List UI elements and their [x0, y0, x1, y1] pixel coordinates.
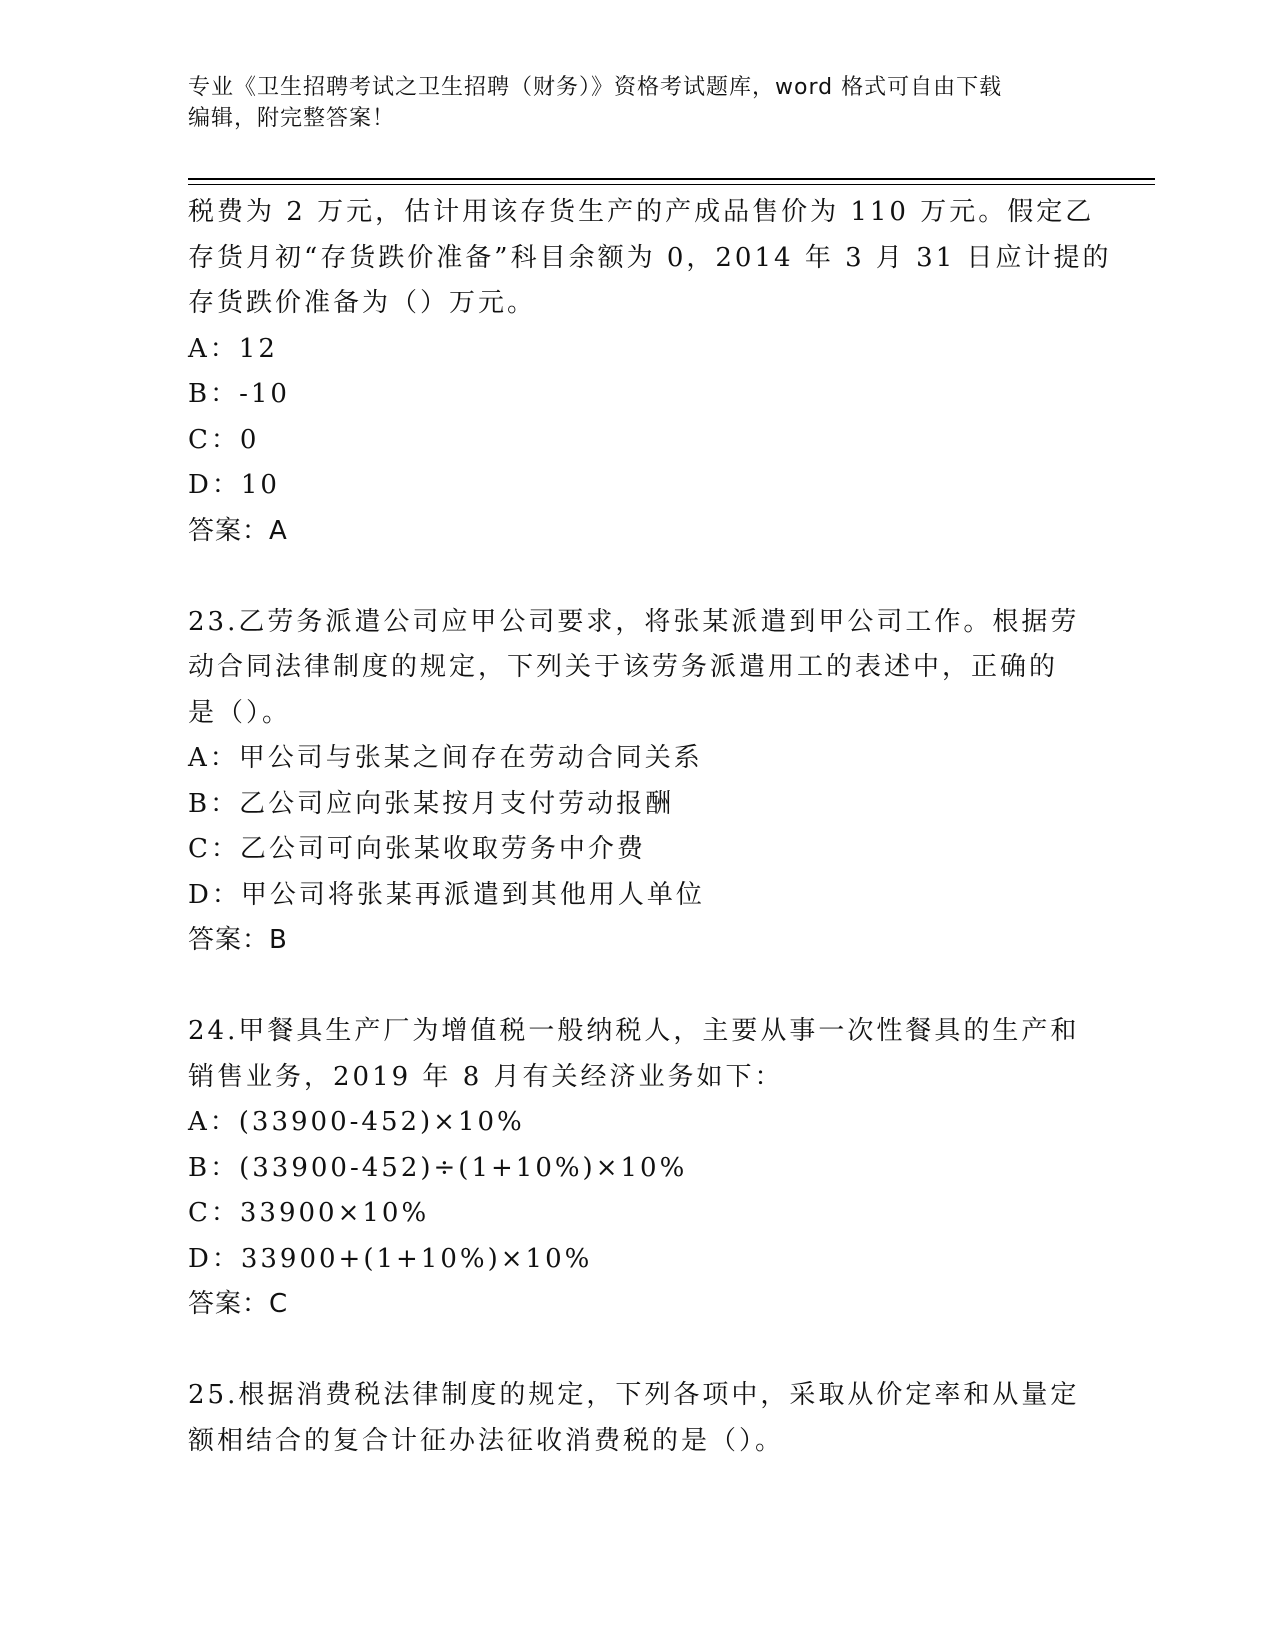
question-text-line: 额相结合的复合计征办法征收消费税的是（）。 [188, 1425, 785, 1456]
question-text-line: 销售业务，2019 年 8 月有关经济业务如下： [188, 1061, 784, 1092]
spacer [188, 554, 1088, 600]
option-a: A：甲公司与张某之间存在劳动合同关系 [188, 743, 703, 773]
option-d: D：甲公司将张某再派遣到其他用人单位 [188, 879, 705, 910]
option-b: B：乙公司应向张某按月支付劳动报酬 [188, 788, 675, 819]
question-text-line: 动合同法律制度的规定，下列关于该劳务派遣用工的表述中，正确的 [188, 652, 1059, 682]
spacer [188, 964, 1088, 1010]
option-c: C：0 [188, 424, 260, 455]
option-b: B：(33900-452)÷(1+10%)×10% [188, 1152, 688, 1183]
question-text-line: 25.根据消费税法律制度的规定，下列各项中，采取从价定率和从量定 [188, 1380, 1080, 1410]
question-25 [188, 1373, 1088, 1464]
question-22-continuation [188, 190, 1112, 554]
question-text-line: 存货跌价准备为（）万元。 [188, 288, 537, 318]
header-divider-thin [188, 184, 1155, 185]
question-text-line: 存货月初“存货跌价准备”科目余额为 0，2014 年 3 月 31 日应计提的 [188, 242, 1112, 273]
answer-label: 答案：A [188, 515, 288, 546]
header-divider-thick [188, 178, 1155, 180]
question-text-line: 24.甲餐具生产厂为增值税一般纳税人，主要从事一次性餐具的生产和 [188, 1016, 1080, 1046]
answer-label: 答案：B [188, 925, 288, 955]
question-text-line: 23.乙劳务派遣公司应甲公司要求，将张某派遣到甲公司工作。根据劳 [188, 606, 1080, 637]
header-line-2: 编辑，附完整答案！ [188, 106, 396, 131]
question-23 [188, 600, 1088, 964]
option-a: A：12 [188, 333, 278, 364]
option-b: B：-10 [188, 379, 290, 409]
document-body [188, 190, 1112, 1464]
option-d: D：10 [188, 470, 280, 500]
answer-label: 答案：C [188, 1289, 289, 1319]
question-text-line: 税费为 2 万元，估计用该存货生产的产成品售价为 110 万元。假定乙 [188, 197, 1095, 227]
header-line-1: 专业《卫生招聘考试之卫生招聘（财务）》资格考试题库，word 格式可自由下载 [188, 75, 1003, 100]
question-text-line: 是（）。 [188, 697, 292, 728]
document-header [188, 72, 1088, 134]
option-c: C：乙公司可向张某收取劳务中介费 [188, 834, 646, 864]
spacer [188, 1328, 1088, 1374]
option-c: C：33900×10% [188, 1198, 430, 1228]
question-24 [188, 1009, 1088, 1328]
option-d: D：33900+(1+10%)×10% [188, 1243, 593, 1274]
option-a: A：(33900-452)×10% [188, 1107, 525, 1137]
